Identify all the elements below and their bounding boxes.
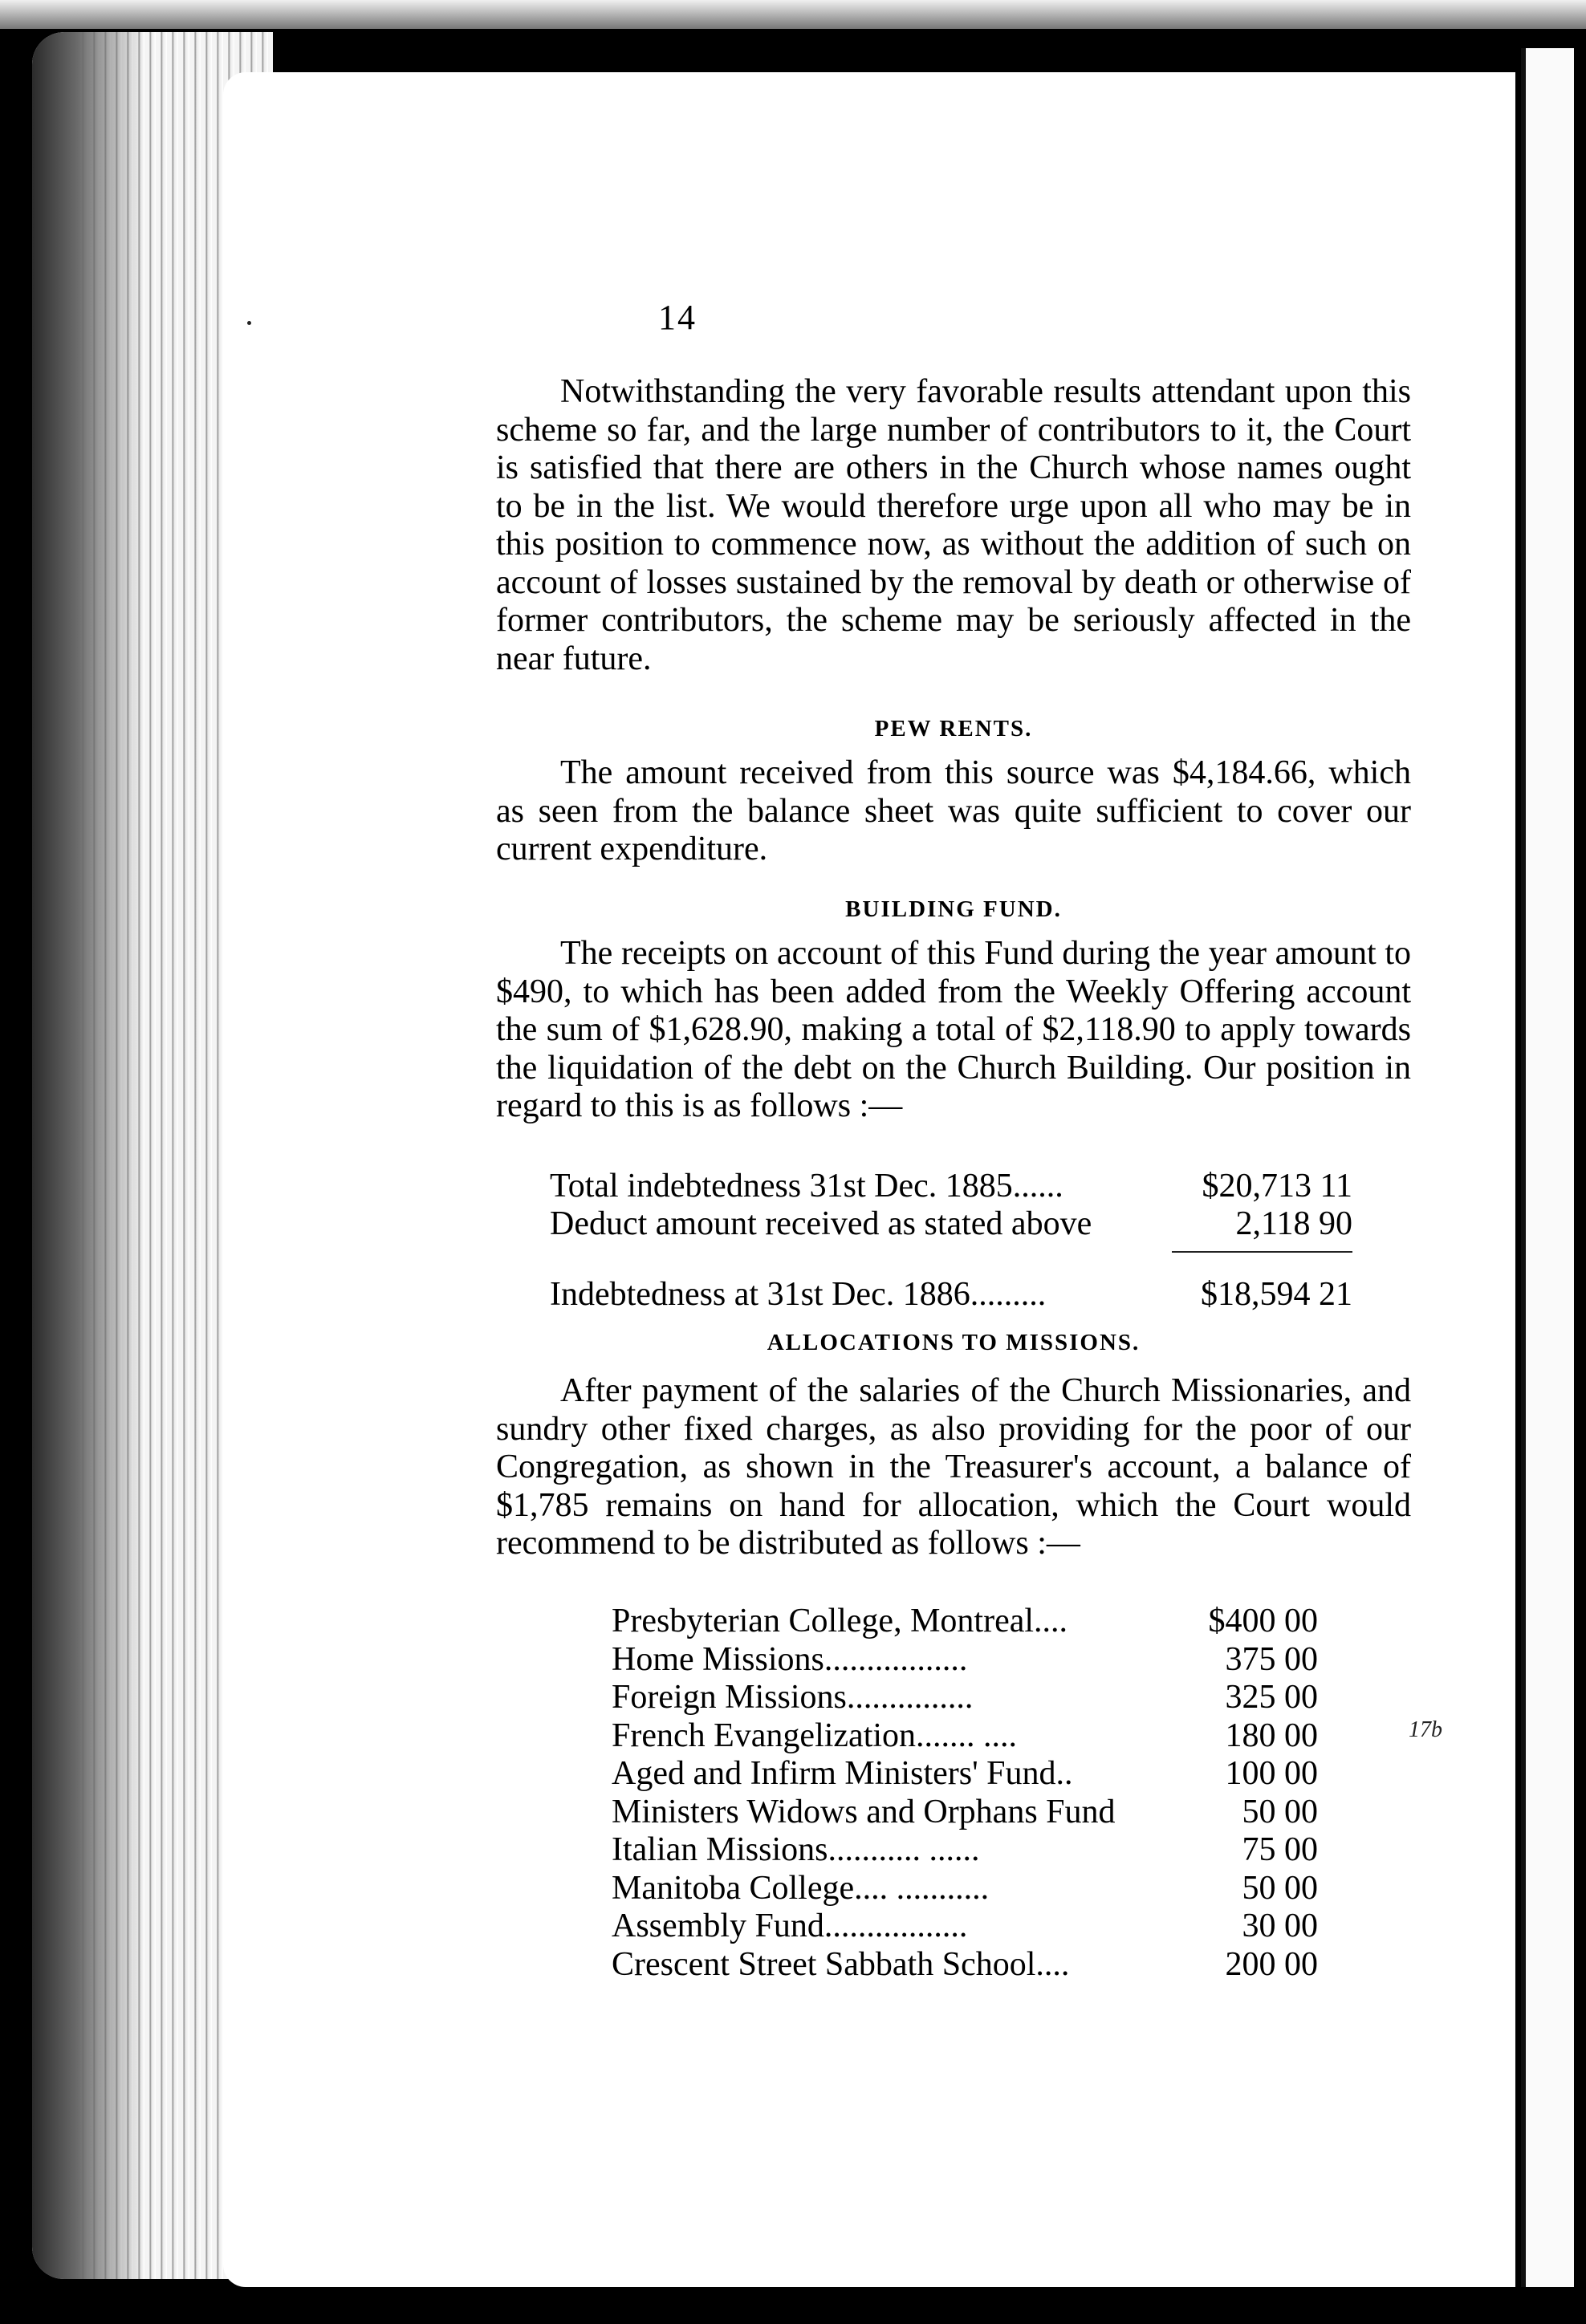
handwritten-margin-note: 17b bbox=[1409, 1717, 1442, 1742]
allocation-label: French Evangelization....... .... bbox=[612, 1717, 1018, 1754]
allocations-list bbox=[612, 1603, 1318, 1984]
indebtedness-ledger bbox=[550, 1168, 1352, 1243]
allocation-label: Ministers Widows and Orphans Fund bbox=[612, 1793, 1116, 1830]
page-number: 14 bbox=[658, 298, 697, 337]
allocation-label: Italian Missions........... ...... bbox=[612, 1831, 980, 1868]
list-item bbox=[612, 1908, 1318, 1946]
allocation-amount: 180 00 bbox=[1225, 1717, 1318, 1754]
margin-speck bbox=[247, 321, 251, 325]
ledger-row bbox=[550, 1276, 1352, 1314]
allocation-amount: 50 00 bbox=[1242, 1793, 1318, 1830]
ledger-amount: $18,594 21 bbox=[1201, 1276, 1352, 1313]
heading-allocations: ALLOCATIONS TO MISSIONS. bbox=[767, 1330, 1141, 1355]
allocation-label: Foreign Missions............... bbox=[612, 1679, 974, 1716]
ledger-sum-rule bbox=[1172, 1251, 1352, 1253]
allocation-amount: $400 00 bbox=[1208, 1603, 1318, 1639]
allocation-label: Crescent Street Sabbath School.... bbox=[612, 1945, 1070, 1983]
list-item bbox=[612, 1603, 1318, 1641]
allocation-amount: 50 00 bbox=[1242, 1869, 1318, 1907]
ledger-amount: 2,118 90 bbox=[1235, 1205, 1352, 1242]
ledger-amount: $20,713 11 bbox=[1202, 1168, 1352, 1205]
ledger-label: Indebtedness at 31st Dec. 1886......... bbox=[550, 1276, 1047, 1313]
scan-top-edge bbox=[0, 0, 1586, 29]
allocation-label: Presbyterian College, Montreal.... bbox=[612, 1603, 1068, 1639]
heading-building-fund: BUILDING FUND. bbox=[845, 896, 1062, 922]
allocation-amount: 30 00 bbox=[1242, 1908, 1318, 1944]
allocation-amount: 325 00 bbox=[1225, 1679, 1318, 1716]
allocation-amount: 100 00 bbox=[1225, 1755, 1318, 1792]
list-item bbox=[612, 1755, 1318, 1794]
list-item bbox=[612, 1831, 1318, 1870]
allocation-label: Assembly Fund................. bbox=[612, 1908, 968, 1944]
paragraph-allocations: After payment of the salaries of the Church Missionaries, and sundry other fixed charges, as also providing for the poor of our Congregation, as shown in the Treasurer's account, a balance of $1,785 remains on hand for allocation, which the Court would recommend to be distributed as follows :— bbox=[496, 1372, 1411, 1562]
list-item bbox=[612, 1641, 1318, 1680]
list-item bbox=[612, 1870, 1318, 1908]
allocation-label: Home Missions................. bbox=[612, 1640, 968, 1678]
facing-page-edge bbox=[1521, 48, 1574, 2287]
list-item bbox=[612, 1679, 1318, 1717]
ledger-label: Total indebtedness 31st Dec. 1885...... bbox=[550, 1168, 1063, 1205]
paragraph-pew-rents: The amount received from this source was $4,184.66, which as seen from the balance sheet was quite sufficient to cover our current expenditure. bbox=[496, 754, 1411, 867]
indebtedness-total bbox=[550, 1276, 1352, 1314]
ledger-row bbox=[550, 1205, 1352, 1243]
allocation-label: Manitoba College.... ........... bbox=[612, 1869, 990, 1907]
allocation-amount: 75 00 bbox=[1242, 1831, 1318, 1868]
book-spine-shadow bbox=[32, 32, 144, 2279]
paragraph-building-fund: The receipts on account of this Fund during the year amount to $490, to which has been added from the Weekly Offering account the sum of $1,628.90, making a total of $2,118.90 to apply towards the liquidation of the debt on the Church Building. Our position in regard to this is as follows :— bbox=[496, 935, 1411, 1124]
allocation-label: Aged and Infirm Ministers' Fund.. bbox=[612, 1755, 1073, 1792]
ledger-label: Deduct amount received as stated above bbox=[550, 1205, 1092, 1242]
list-item bbox=[612, 1794, 1318, 1832]
ledger-row bbox=[550, 1168, 1352, 1205]
list-item bbox=[612, 1946, 1318, 1985]
list-item bbox=[612, 1717, 1318, 1756]
paragraph-scheme: Notwithstanding the very favorable results attendant upon this scheme so far, and the large number of contributors to it, the Court is satisfied that there are others in the Church whose names ought to be in the list. We would therefore urge upon all who may be in this position to commence now, as without the addition of such on account of losses sustained by the removal by death or otherwise of former contributors, the scheme may be seriously affected in the near future. bbox=[496, 373, 1411, 677]
heading-pew-rents: PEW RENTS. bbox=[874, 716, 1033, 741]
allocation-amount: 200 00 bbox=[1225, 1945, 1318, 1983]
allocation-amount: 375 00 bbox=[1225, 1640, 1318, 1678]
